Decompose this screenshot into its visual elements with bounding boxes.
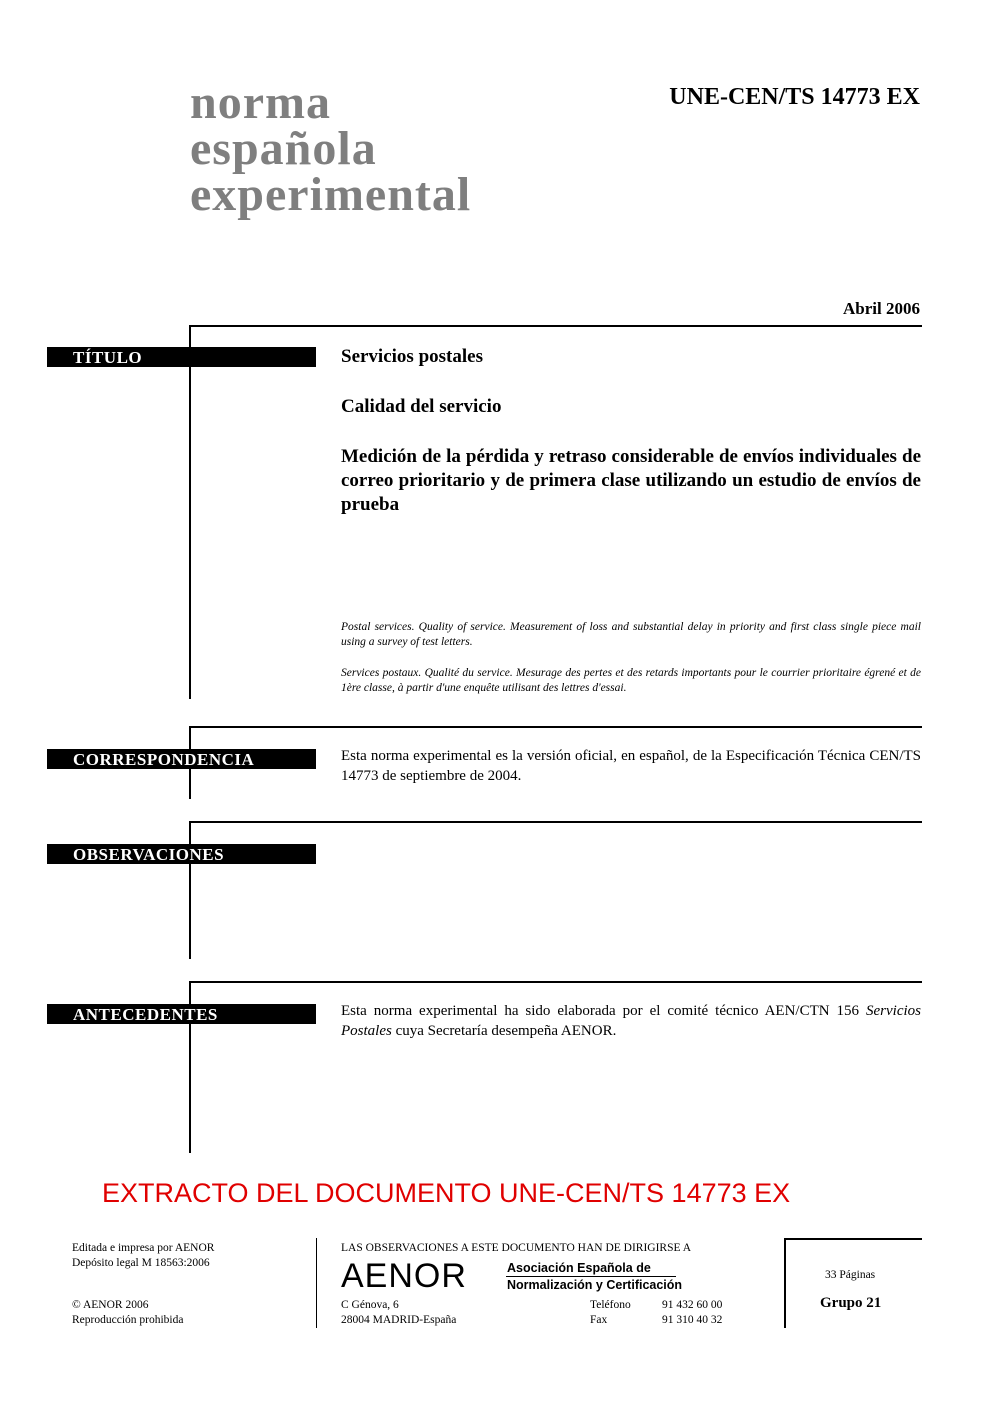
title-line-2: española: [190, 122, 377, 175]
titulo-top-rule: [189, 325, 922, 327]
title-line-3: experimental: [190, 168, 472, 221]
footer-fax-label: Fax: [590, 1314, 608, 1326]
footer-address-2: 28004 MADRID-España: [341, 1314, 457, 1326]
correspondencia-top-rule: [189, 726, 922, 728]
antecedentes-text-end: cuya Secretaría desempeña AENOR.: [391, 1023, 617, 1039]
footer-fax: 91 310 40 32: [662, 1314, 723, 1326]
title-line-medicion: Medición de la pérdida y retraso considerable de envíos individuales de correo prioritario y de primera clase utilizando un estudio de envíos de prueba: [341, 446, 921, 515]
antecedentes-text-start: Esta norma experimental ha sido elaborada por el comité técnico AEN/CTN 156: [341, 1003, 867, 1019]
standard-code: UNE-CEN/TS 14773 EX: [669, 84, 920, 110]
observaciones-label: OBSERVACIONES: [47, 844, 316, 864]
antecedentes-top-rule: [189, 981, 922, 983]
extract-notice: EXTRACTO DEL DOCUMENTO UNE-CEN/TS 14773 EX: [102, 1178, 791, 1208]
document-type-title: [190, 76, 472, 221]
footer-address-1: C Génova, 6: [341, 1299, 399, 1311]
titulo-vertical-rule: [189, 325, 191, 699]
antecedentes-committee-name: Servicios Postales: [341, 1003, 921, 1039]
publication-date: Abril 2006: [843, 299, 920, 318]
footer-phone-label: Teléfono: [590, 1299, 631, 1311]
footer-reproduction: Reproducción prohibida: [72, 1314, 184, 1326]
footer-phone: 91 432 60 00: [662, 1299, 723, 1311]
observaciones-vertical-rule: [189, 821, 191, 959]
footer-copyright: © AENOR 2006: [72, 1299, 149, 1311]
footer-pages-top-rule: [784, 1238, 922, 1240]
title-line-calidad: Calidad del servicio: [341, 396, 502, 417]
correspondencia-label: CORRESPONDENCIA: [47, 749, 316, 769]
titulo-label: TÍTULO: [47, 347, 316, 367]
footer-pages: 33 Páginas: [825, 1269, 876, 1281]
aenor-logo: AENOR: [341, 1257, 467, 1295]
title-line-1: norma: [190, 76, 331, 129]
title-line-servicios: Servicios postales: [341, 346, 483, 367]
footer-group: Grupo 21: [820, 1295, 882, 1311]
footer-pages-divider: [784, 1238, 786, 1328]
footer-deposit: Depósito legal M 18563:2006: [72, 1257, 210, 1269]
footer-edited: Editada e impresa por AENOR: [72, 1242, 215, 1254]
footer-left-divider: [316, 1238, 317, 1328]
antecedentes-text: [341, 1001, 921, 1041]
correspondencia-text: Esta norma experimental es la versión oficial, en español, de la Especificación Técnica CEN/TS 14773 de septiembre de 2004.: [341, 748, 921, 784]
french-title: Services postaux. Qualité du service. Mesurage des pertes et des retards importants pour le courrier prioritaire égrené et de 1ère classe, à partir d'une enquête utilisant des lettres d'essai.: [341, 667, 921, 694]
aenor-association-line-2: Normalización y Certificación: [507, 1278, 683, 1292]
english-title: Postal services. Quality of service. Measurement of loss and substantial delay in priority and first class single piece mail using a survey of test letters.: [341, 621, 921, 648]
aenor-association-line-1: Asociación Española de: [507, 1261, 651, 1275]
footer-observations-to: LAS OBSERVACIONES A ESTE DOCUMENTO HAN DE DIRIGIRSE A: [341, 1242, 692, 1254]
antecedentes-label: ANTECEDENTES: [47, 1004, 316, 1024]
observaciones-top-rule: [189, 821, 922, 823]
